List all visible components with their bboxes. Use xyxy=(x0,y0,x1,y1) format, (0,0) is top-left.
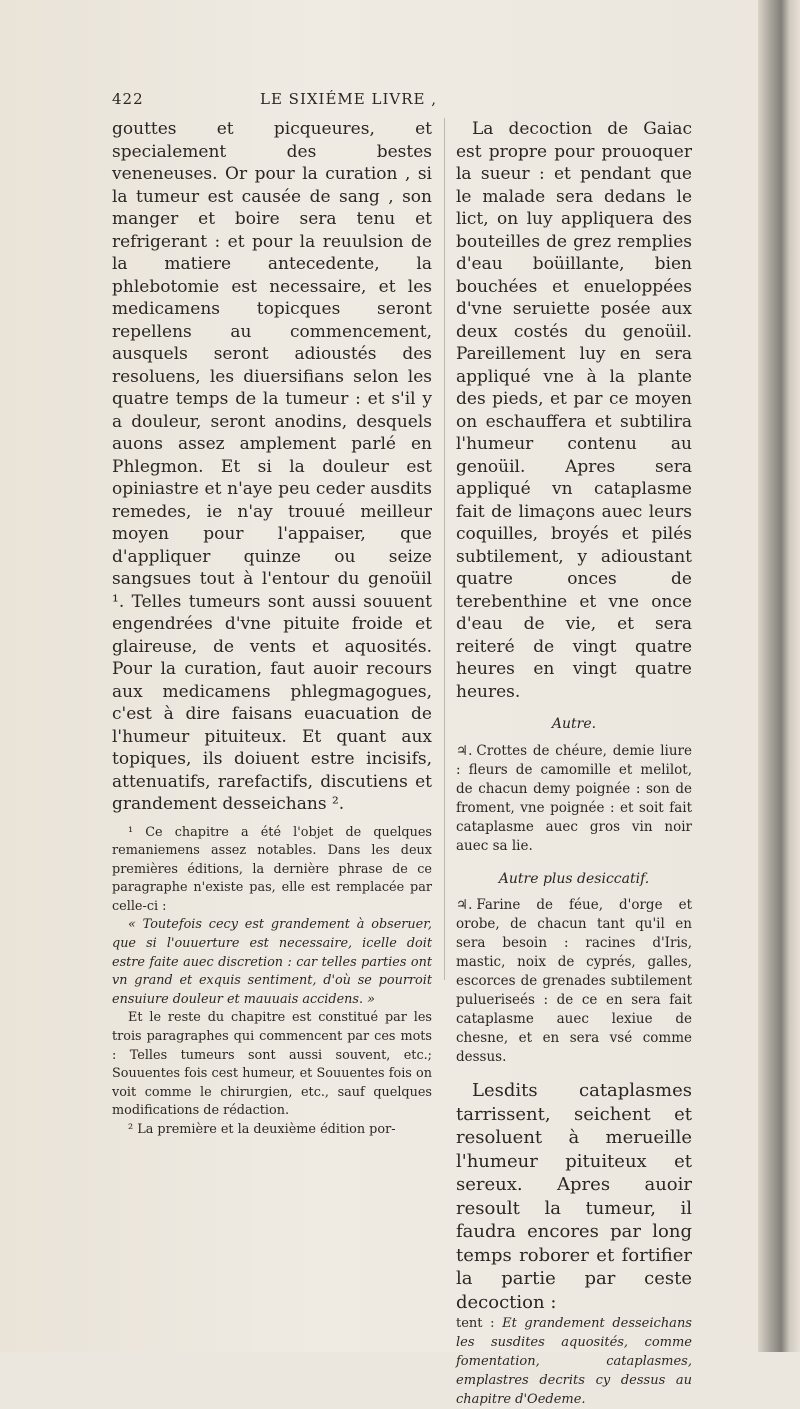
footnote-1-rest: Et le reste du chapitre est constitué par les trois paragraphes qui commencent par ces mots : Telles tumeurs sont aussi souvent, etc.; Souuentes fois cest humeur, et Souuentes fois on voit comme le chirurgien, etc., sauf quelques modifications de rédaction. xyxy=(112,1010,432,1119)
running-title: LE SIXIÉME LIVRE , xyxy=(260,90,438,108)
page-header xyxy=(112,90,686,112)
left-column xyxy=(112,118,432,1140)
right-column xyxy=(456,118,692,1409)
recipe-1-text: Crottes de chéure, demie liure : fleurs de camomille et melilot, de chacun demy poignée : son de froment, vne poignée : et soit fait cataplasme auec gros vin noir auec sa lie. xyxy=(456,742,692,854)
recipe-2 xyxy=(456,896,692,1067)
recipe-symbol-icon: ♃. xyxy=(456,742,473,759)
left-footnotes xyxy=(112,824,432,1140)
left-main-text: gouttes et picqueures, et specialement des bestes veneneuses. Or pour la curation , si la tumeur est causée de sang , son manger et boire sera tenu et refrigerant : et pour la reuulsion de la matiere antecedente, la phlebotomie est necessaire, et les medicamens topicques seront repellens au commencement, ausquels seront adioustés des resoluens, les diuersifians selon les quatre temps de la tumeur : et s'il y a douleur, seront anodins, desquels auons assez amplement parlé en Phlegmon. Et si la douleur est opiniastre et n'aye peu ceder ausdits remedes, ie n'ay trouué meilleur moyen pour l'appaiser, que d'appliquer quinze ou seize sangsues tout à l'entour du genoüil ¹. Telles tumeurs sont aussi souuent engendrées d'vne pituite froide et glaireuse, de vents et aquosités. Pour la curation, faut auoir recours aux medicamens phlegmagogues, c'est à dire faisans euacuation de l'humeur pituiteux. Et quant aux topiques, ils doiuent estre incisifs, attenuatifs, rarefactifs, discutiens et grandement desseichans ². xyxy=(112,119,432,814)
footnote-1-quote: « Toutefois cecy est grandement à obseruer, que si l'ouuerture est necessaire, icelle doit estre faite auec discretion : car telles parties ont vn grand et exquis sentiment, d'où se pourroit ensuiure douleur et mauuais accidens. » xyxy=(112,917,432,1007)
recipe-symbol-icon: ♃. xyxy=(456,897,473,913)
page-edge-shadow xyxy=(758,0,800,1352)
footnote-1: ¹ Ce chapitre a été l'objet de quelques remaniemens assez notables. Dans les deux premières éditions, la dernière phrase de ce paragraphe n'existe pas, elle est remplacée par celle-ci : xyxy=(112,824,432,914)
page-number: 422 xyxy=(112,90,144,108)
footnote-cont-text: Et grandement desseichans les susdites aquosités, comme fomentation, cataplasmes, emplastres decrits cy dessus au chapitre d'Oedeme. xyxy=(456,1316,692,1407)
recipe-2-text: Farine de féue, d'orge et orobe, de chacun tant qu'il en sera besoin : racines d'Iris, mastic, noix de cyprés, galles, escorces de grenades subtilement pulueriseés : de ce en sera fait cataplasme auec lexiue de chesne, et en sera vsé comme dessus. xyxy=(456,897,692,1065)
right-main-text: La decoction de Gaiac est propre pour prouoquer la sueur : et pendant que le malade sera dedans le lict, on luy appliquera des bouteilles de grez remplies d'eau boüillante, bien bouchées et enueloppées d'vne seruiette posée aux deux costés du genoüil. Pareillement luy en sera appliqué vne à la plante des pieds, et par ce moyen on eschauffera et subtilira l'humeur contenu au genoüil. Apres sera appliqué vn cataplasme fait de limaçons auec leurs coquilles, broyés et pilés subtilement, y adioustant quatre onces de terebenthine et vne once d'eau de vie, et sera reiteré de vingt quatre heures en vingt quatre heures. xyxy=(456,119,692,702)
recipe-1 xyxy=(456,742,692,856)
recipe-heading-autre: Autre. xyxy=(551,716,597,732)
footnote-2: ² La première et la deuxième édition por- xyxy=(128,1122,396,1137)
footnote-2-continued xyxy=(456,1314,692,1409)
column-divider xyxy=(444,118,445,980)
recipe-heading-desiccatif: Autre plus desiccatif. xyxy=(498,870,650,887)
footnote-cont-prefix: tent : xyxy=(456,1316,495,1331)
closing-paragraph: Lesdits cataplasmes tarrissent, seichent et resoluent à merueille l'humeur pituiteux et sereux. Apres auoir resoult la tumeur, il faudra encores par long temps roborer et fortifier la partie par ceste decoction : xyxy=(456,1080,692,1313)
